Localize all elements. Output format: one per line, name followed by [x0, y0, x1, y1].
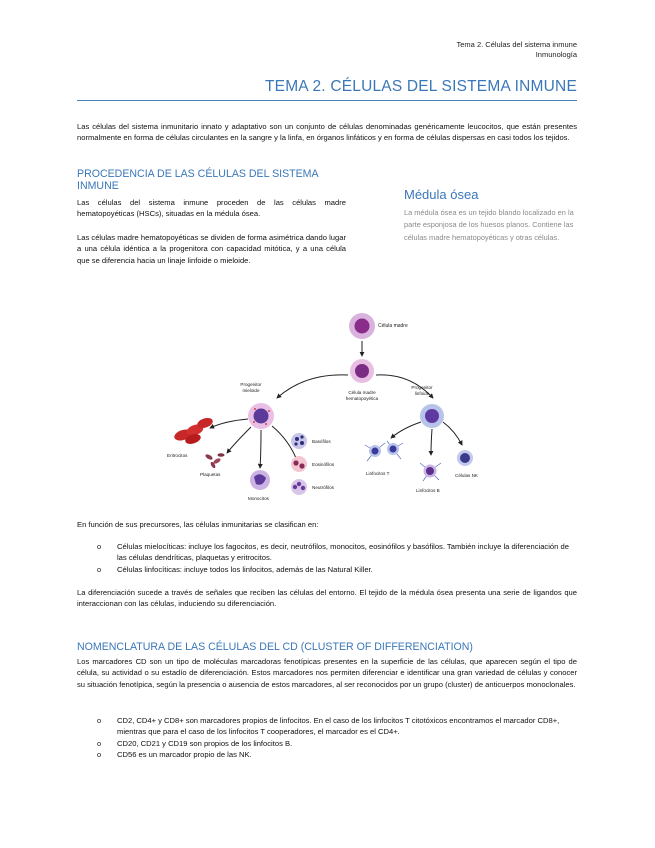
- aside-text: La médula ósea es un tejido blando localizado en la parte esponjosa de los huesos planos. Contiene las células madre hematopoyéticas y otras células.: [404, 208, 574, 242]
- list-item: o Células linfocíticas: incluye todos los linfocitos, además de las Natural Killer.: [97, 564, 577, 575]
- header-subject: Inmunología: [535, 50, 577, 59]
- label-eosinophils: Eosinófilos: [312, 462, 335, 467]
- label-monocytes: Monocitos: [248, 496, 269, 501]
- label-basophils: Basófilos: [312, 439, 331, 444]
- arrow-to-nk-cells: [443, 422, 462, 445]
- label-hsc-1: Célula madre: [348, 390, 376, 395]
- arrow-to-t-cells: [391, 422, 421, 438]
- differentiation-paragraph: La diferenciación sucede a través de señales que reciben las células del entorno. El tejido de la médula ósea presenta una serie de ligandos que interaccionan con las células, induciendo su diferenciación.: [77, 588, 577, 609]
- lymphoid-progenitor-icon: [420, 404, 444, 428]
- label-neutrophils: Neutrófilos: [312, 485, 334, 490]
- cd-marker-list: [97, 715, 577, 760]
- arrow-to-b-cells: [431, 429, 432, 455]
- arrow-to-erythrocytes: [210, 419, 248, 428]
- page-title: TEMA 2. CÉLULAS DEL SISTEMA INMUNE: [264, 78, 577, 95]
- title-divider: [77, 100, 577, 101]
- list-item: o CD20, CD21 y CD19 son propios de los linfocitos B.: [97, 738, 577, 749]
- header-topic: Tema 2. Células del sistema inmune: [456, 40, 577, 49]
- label-nk-cells: Células NK: [455, 473, 478, 478]
- hematopoiesis-diagram: [165, 303, 495, 508]
- label-lymphoid-1: Progenitor: [411, 385, 433, 390]
- running-header: [457, 40, 577, 60]
- arrow-hsc-to-myeloid: [277, 375, 348, 398]
- nk-cell-icon: [457, 450, 473, 466]
- arrow-to-platelets: [227, 427, 251, 453]
- section-heading-origin: PROCEDENCIA DE LAS CÉLULAS DEL SISTEMA INMUNE: [77, 168, 318, 192]
- b-cell-icon: [420, 463, 441, 481]
- t-cell-icons: [365, 441, 403, 461]
- platelet-icons: [205, 453, 225, 469]
- origin-paragraph-2: Las células madre hematopoyéticas se dividen de forma asimétrica dando lugar a una célula idéntica a la progenitora con capacidad mitótica, y a una célula que se diferencia hacia un linaje linfoide o mieloide.: [77, 233, 346, 265]
- basophil-icon: [291, 433, 307, 449]
- label-stem-cell: Célula madre: [378, 323, 408, 329]
- erythrocyte-icons: [173, 416, 214, 446]
- label-b-cells: Linfocitos B: [416, 488, 440, 493]
- aside-title: Médula ósea: [404, 187, 479, 202]
- label-myeloid-2: mieloide: [242, 388, 260, 393]
- section-heading-cd: NOMENCLATURA DE LAS CÉLULAS DEL CD (CLUSTER OF DIFFERENCIATION): [77, 641, 473, 653]
- label-platelets: Plaquetas: [200, 472, 221, 477]
- label-myeloid-1: Progenitor: [240, 382, 262, 387]
- myeloid-progenitor-icon: [248, 403, 274, 429]
- list-item: o CD2, CD4+ y CD8+ son marcadores propios de linfocitos. En el caso de los linfocitos T citotóxicos encontramos el marcador CD8+, mientras que para el caso de los linfocitos T cooperadores, el marcador es el CD4+.: [97, 715, 577, 738]
- arrow-to-monocytes: [260, 430, 261, 468]
- stem-cell-icon: [349, 313, 375, 339]
- origin-paragraph-1: Las células del sistema inmune proceden de las células madre hematopoyéticas (HSCs), situadas en la médula ósea.: [77, 198, 346, 219]
- label-t-cells: Linfocitos T: [366, 471, 390, 476]
- intro-paragraph: Las células del sistema inmunitario innato y adaptativo son un conjunto de células denominadas genéricamente leucocitos, que están presentes normalmente en forma de células circulantes en la sangre y la linfa, en órganos linfáticos y en forma de células dispersas en casi todos los tejidos.: [77, 122, 577, 143]
- cd-paragraph: Los marcadores CD son un tipo de moléculas marcadoras fenotípicas presentes en la superficie de las células, que aparecen según el tipo de célula, su actividad o su estadío de diferenciación. Estos marcadores nos permiten diferenciar e identificar una gran variedad de células y conocer su situación fenotípica, según la presencia o ausencia de estos marcadores, al ser reconocidos por un grupo (cluster) de anticuerpos monoclonales.: [77, 657, 577, 689]
- label-hsc-2: hematopoyética: [345, 396, 379, 401]
- neutrophil-icon: [291, 479, 307, 495]
- eosinophil-icon: [291, 456, 307, 472]
- list-item: o CD56 es un marcador propio de las NK.: [97, 749, 577, 760]
- classification-list: [97, 541, 577, 575]
- monocyte-icon: [250, 470, 270, 490]
- classification-intro: En función de sus precursores, las células inmunitarias se clasifican en:: [77, 520, 319, 529]
- label-lymphoid-2: linfoide: [414, 391, 430, 396]
- hsc-cell-icon: [350, 359, 374, 383]
- list-item: o Células mielocíticas: incluye los fagocitos, es decir, neutrófilos, monocitos, eosinófilos y basófilos. También incluye la diferenciación de las células dendríticas, plaquetas y eritrocitos.: [97, 541, 577, 564]
- label-erythrocytes: Eritrocitos: [167, 453, 188, 458]
